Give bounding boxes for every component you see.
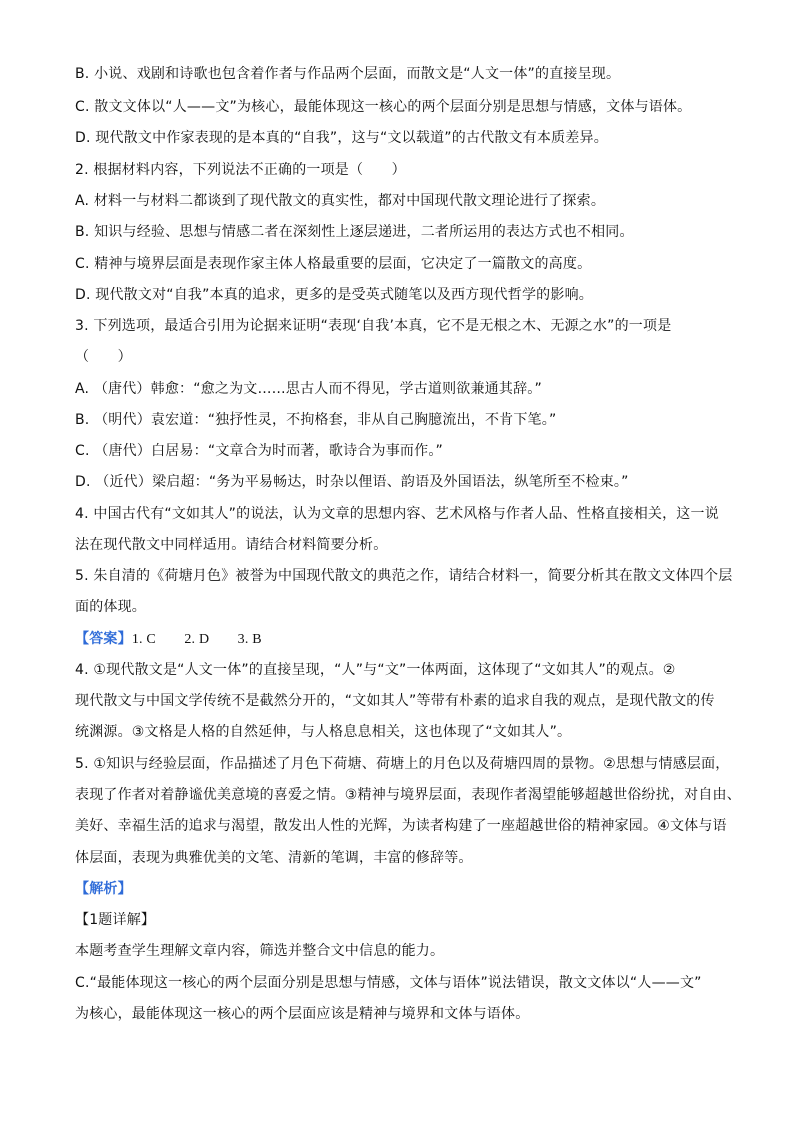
- option-d-line: D. 现代散文中作家表现的是本真的“自我”，这与“文以载道”的古代散文有本质差异。: [75, 130, 608, 146]
- explain-line-6: 美好、幸福生活的追求与渴望，散发出人性的光辉，为读者构建了一座超越世俗的精神家园。④文体与语: [75, 818, 727, 834]
- detail-line-3: 为核心，最能体现这一核心的两个层面应该是精神与境界和文体与语体。: [75, 1006, 530, 1022]
- question-3-stem: 3. 下列选项，最适合引用为论据来证明“表现‘自我’本真，它不是无根之木、无源之水”的一项是: [75, 318, 672, 334]
- q2-option-b: B. 知识与经验、思想与情感二者在深刻性上逐层递进，二者所运用的表达方式也不相同。: [75, 224, 634, 240]
- question-5-line-1: 5. 朱自清的《荷塘月色》被誉为中国现代散文的典范之作，请结合材料一，简要分析其在散文文体四个层: [75, 568, 733, 584]
- detail-line-1: 本题考查学生理解文章内容，筛选并整合文中信息的能力。: [75, 943, 445, 959]
- q3-option-b: B. （明代）袁宏道：“独抒性灵，不拘格套，非从自己胸臆流出，不肯下笔。”: [75, 412, 557, 428]
- q3-option-c: C. （唐代）白居易：“文章合为时而著，歌诗合为事而作。”: [75, 443, 443, 459]
- q2-option-d: D. 现代散文对“自我”本真的追求，更多的是受英式随笔以及西方现代哲学的影响。: [75, 287, 593, 303]
- q3-option-a: A. （唐代）韩愈：“愈之为文……思古人而不得见，学古道则欲兼通其辞。”: [75, 381, 542, 397]
- q2-option-a: A. 材料一与材料二都谈到了现代散文的真实性，都对中国现代散文理论进行了探索。: [75, 193, 606, 209]
- q3-option-d: D. （近代）梁启超：“务为平易畅达，时杂以俚语、韵语及外国语法，纵笔所至不检束。”: [75, 474, 629, 490]
- question-2-stem: 2. 根据材料内容，下列说法不正确的一项是（ ）: [75, 162, 406, 178]
- explain-line-5: 表现了作者对着静谧优美意境的喜爱之情。③精神与境界层面，表现作者渴望能够超越世俗纷扰，对自由、: [75, 787, 741, 803]
- question-4-line-2: 法在现代散文中同样适用。请结合材料简要分析。: [75, 537, 388, 553]
- question-3-blank: （ ）: [75, 349, 132, 365]
- detail-label: 【1题详解】: [75, 912, 156, 928]
- explain-line-4: 5. ①知识与经验层面，作品描述了月色下荷塘、荷塘上的月色以及荷塘四周的景物。②思想与情感层面，: [75, 756, 730, 772]
- explain-line-2: 现代散文与中国文学传统不是截然分开的，“文如其人”等带有朴素的追求自我的观点，是现代散文的传: [75, 693, 715, 709]
- question-4-line-1: 4. 中国古代有“文如其人”的说法，认为文章的思想内容、艺术风格与作者人品、性格直接相关，这一说: [75, 506, 719, 522]
- explain-line-7: 体层面，表现为典雅优美的文笔、清新的笔调，丰富的修辞等。: [75, 850, 473, 866]
- analysis-label: 【解析】: [75, 881, 132, 897]
- question-5-line-2: 面的体现。: [75, 599, 146, 615]
- explain-line-3: 统渊源。③文格是人格的自然延伸，与人格息息相关，这也体现了“文如其人”。: [75, 724, 572, 740]
- answer-value: 1. C 2. D 3. B: [131, 632, 262, 647]
- q2-option-c: C. 精神与境界层面是表现作家主体人格最重要的层面，它决定了一篇散文的高度。: [75, 256, 592, 272]
- detail-line-2: C.“最能体现这一核心的两个层面分别是思想与情感，文体与语体”说法错误，散文文体以“人——文”: [75, 975, 702, 991]
- option-b-line: B. 小说、戏剧和诗歌也包含着作者与作品两个层面，而散文是“人文一体”的直接呈现。: [75, 66, 621, 82]
- option-c-line: C. 散文文体以“人——文”为核心，最能体现这一核心的两个层面分别是思想与情感，文体与语体。: [75, 99, 692, 115]
- explain-line-1: 4. ①现代散文是“人文一体”的直接呈现，“人”与“文”一体两面，这体现了“文如其人”的观点。②: [75, 662, 676, 678]
- answer-line: [75, 629, 735, 650]
- answer-label: 【答案】: [75, 631, 132, 647]
